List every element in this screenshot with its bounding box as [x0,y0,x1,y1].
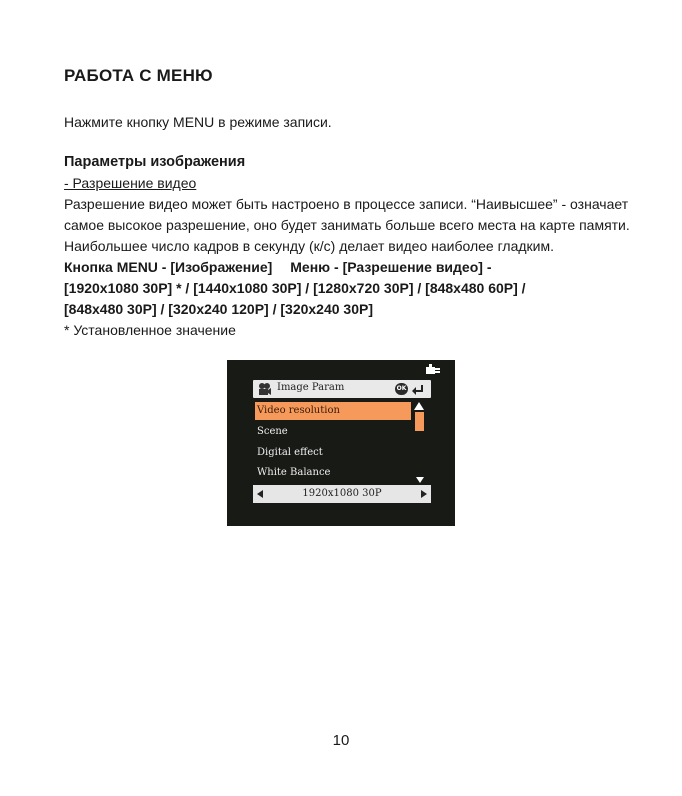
default-note: * Установленное значение [64,322,236,338]
scrollbar-thumb[interactable] [415,412,424,431]
image-params-section [64,152,654,341]
description-paragraph: Разрешение видео может быть настроено в процессе записи. “Наивысшее” - означает самое высокое разрешение, оно будет занимать больше всего места на карте памяти. Наибольшее число кадров в секунду (к/с) делает видео наиболее гладким. [64,196,630,254]
menu-path-part1: Кнопка MENU - [Изображение] [64,259,273,275]
subsection-title: - Разрешение видео [64,175,197,191]
menu-item-scene[interactable]: Scene [257,426,288,437]
options-line-1: [1920x1080 30P] * / [1440x1080 30P] / [1280x720 30P] / [848x480 60P] / [64,280,526,296]
back-icon[interactable] [411,382,425,396]
scroll-down-icon[interactable] [416,477,424,483]
page-title: РАБОТА С МЕНЮ [64,66,213,85]
ok-icon[interactable]: OK [395,383,408,395]
intro-text: Нажмите кнопку MENU в режиме записи. [64,114,332,130]
menu-header-title: Image Param [277,382,345,393]
menu-item-white-balance[interactable]: White Balance [257,467,331,478]
menu-item-digital-effect[interactable]: Digital effect [257,447,323,458]
camera-menu-screenshot [227,360,455,526]
video-camera-icon [258,382,272,396]
value-selector[interactable] [253,485,431,503]
scroll-up-icon[interactable] [414,402,424,410]
menu-path-part2: Меню - [Разрешение видео] - [290,259,492,275]
plug-icon [425,363,441,375]
arrow-right-icon[interactable] [421,490,427,498]
options-line-2: [848x480 30P] / [320x240 120P] / [320x240 30P] [64,301,374,317]
current-value: 1920x1080 30P [302,488,382,499]
section-title: Параметры изображения [64,154,246,170]
menu-path [64,257,654,278]
menu-item-video-resolution[interactable]: Video resolution [255,402,411,420]
page-number: 10 [332,732,350,749]
menu-header [253,380,431,398]
